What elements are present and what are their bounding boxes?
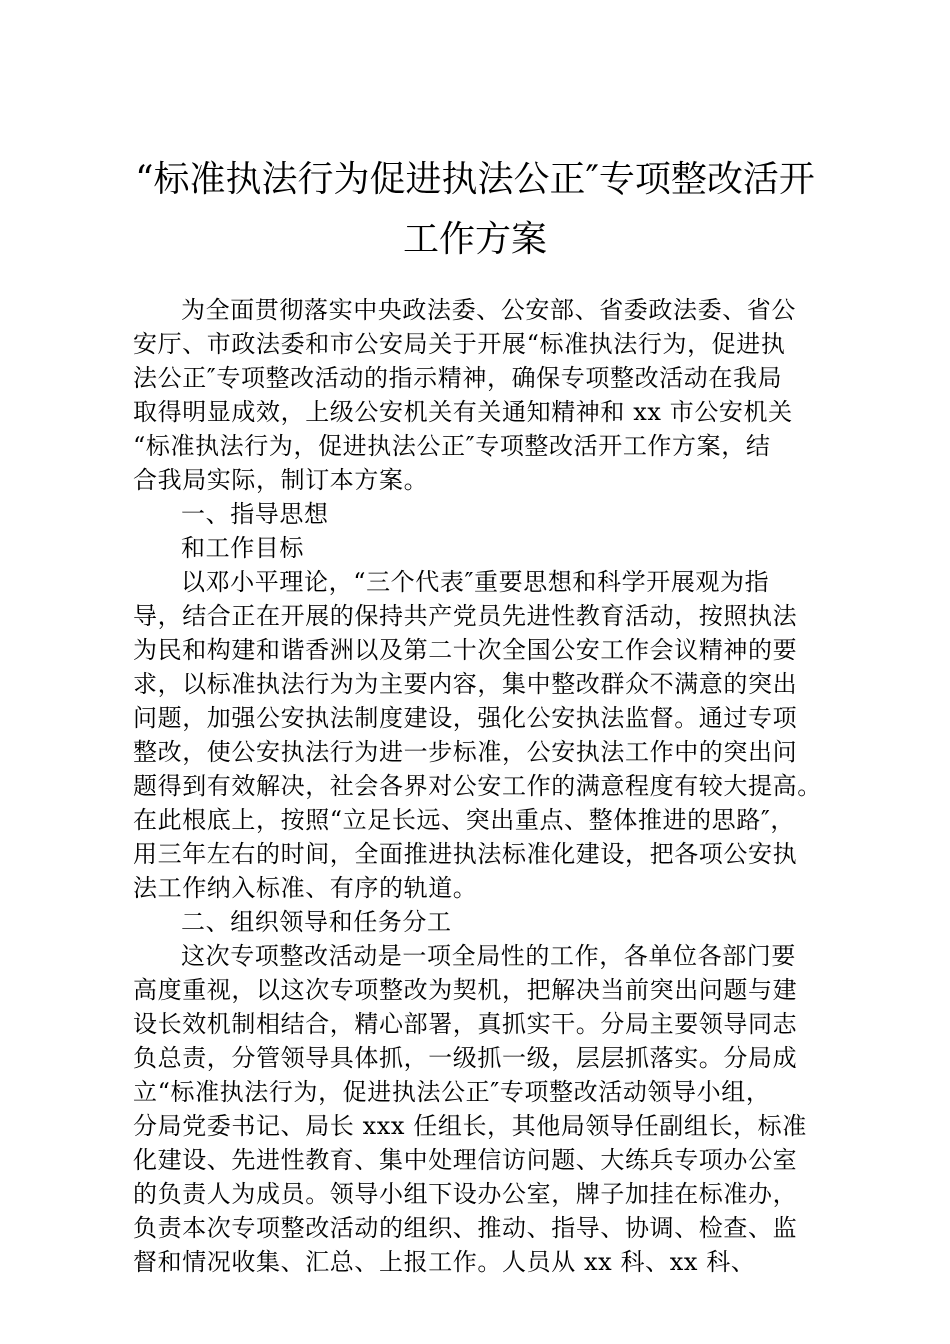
section-heading: 二、组织领导和任务分工 — [181, 908, 452, 936]
paragraph-line: 这次专项整改活动是一项全局性的工作，各单位各部门要 — [181, 942, 796, 970]
section-heading: 一、指导思想 — [181, 500, 329, 528]
paragraph-line: 为全面贯彻落实中央政法委、公安部、省委政法委、省公 — [181, 296, 796, 324]
section-heading: 和工作目标 — [181, 534, 304, 562]
paragraph-line: 的负责人为成员。领导小组下设办公室，牌子加挂在标准办， — [133, 1180, 798, 1208]
paragraph-line: 用三年左右的时间，全面推进执法标准化建设，把各项公安执 — [133, 840, 798, 868]
paragraph-line: 为民和构建和谐香洲以及第二十次全国公安工作会议精神的要 — [133, 636, 798, 664]
paragraph-line: 合我局实际，制订本方案。 — [133, 466, 429, 494]
paragraph-line: 安厅、市政法委和市公安局关于开展“标准执法行为，促进执 — [133, 330, 786, 358]
paragraph-line: 求，以标准执法行为为主要内容，集中整改群众不满意的突出 — [133, 670, 798, 698]
paragraph-line: 分局党委书记、局长 xxx 任组长，其他局领导任副组长，标准 — [133, 1112, 807, 1140]
paragraph-line: 法工作纳入标准、有序的轨道。 — [133, 874, 478, 902]
paragraph-line: 设长效机制相结合，精心部署，真抓实干。分局主要领导同志 — [133, 1010, 798, 1038]
paragraph-line: 题得到有效解决，社会各界对公安工作的满意程度有较大提高。 — [133, 772, 822, 800]
paragraph-line: 负总责，分管领导具体抓，一级抓一级，层层抓落实。分局成 — [133, 1044, 798, 1072]
paragraph-line: 整改，使公安执法行为进一步标准，公安执法工作中的突出问 — [133, 738, 798, 766]
paragraph-line: 以邓小平理论，“三个代表″重要思想和科学开展观为指 — [181, 568, 770, 596]
paragraph-line: 立“标准执法行为，促进执法公正″专项整改活动领导小组， — [133, 1078, 771, 1106]
paragraph-line: 取得明显成效，上级公安机关有关通知精神和 xx 市公安机关 — [133, 398, 793, 426]
paragraph-line: 化建设、先进性教育、集中处理信访问题、大练兵专项办公室 — [133, 1146, 798, 1174]
paragraph-line: 法公正″专项整改活动的指示精神，确保专项整改活动在我局 — [133, 364, 783, 392]
paragraph-line: 导，结合正在开展的保持共产党员先进性教育活动，按照执法 — [133, 602, 798, 630]
paragraph-line: 在此根底上，按照“立足长远、突出重点、整体推进的思路″， — [133, 806, 796, 834]
document-title-line-2: 工作方案 — [402, 219, 547, 260]
paragraph-line: 高度重视，以这次专项整改为契机，把解决当前突出问题与建 — [133, 976, 798, 1004]
paragraph-line: 负责本次专项整改活动的组织、推动、指导、协调、检查、监 — [133, 1214, 798, 1242]
paragraph-line: 问题，加强公安执法制度建设，强化公安执法监督。通过专项 — [133, 704, 798, 732]
document-title-line-1: “标准执法行为促进执法公正″专项整改活开 — [135, 159, 815, 200]
paragraph-line: “标准执法行为，促进执法公正″专项整改活开工作方案，结 — [133, 432, 771, 460]
paragraph-line: 督和情况收集、汇总、上报工作。人员从 xx 科、xx 科、 — [133, 1248, 756, 1276]
